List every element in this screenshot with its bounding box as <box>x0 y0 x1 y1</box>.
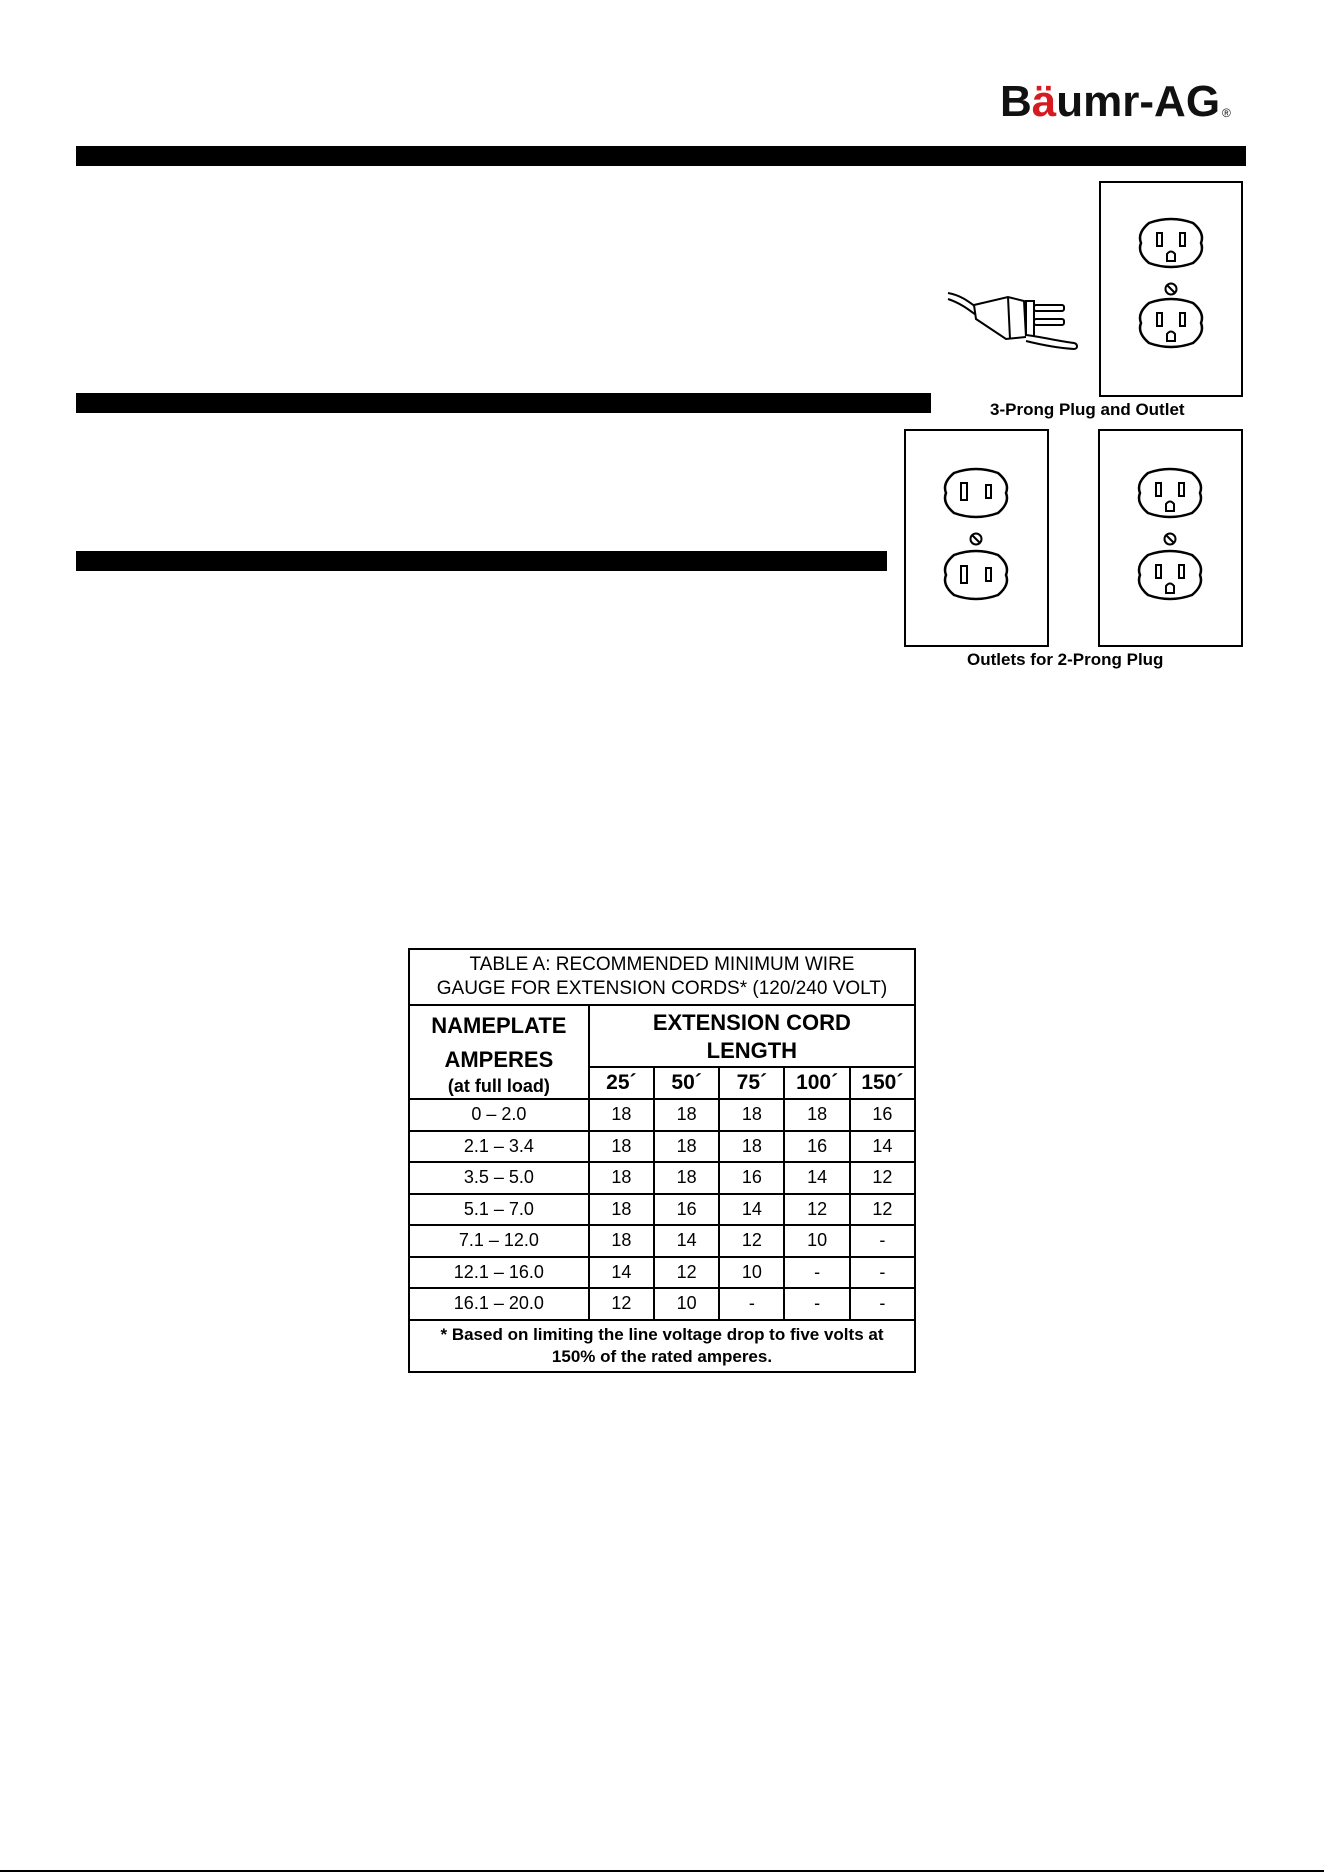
logo-accent-letter: ä <box>1031 77 1057 126</box>
table-footnote <box>409 1320 915 1372</box>
table-header-row <box>409 1005 915 1067</box>
table-row <box>409 1162 915 1194</box>
gauge-cell: - <box>719 1288 784 1320</box>
brand-logo <box>1000 76 1256 128</box>
amperes-cell: 2.1 – 3.4 <box>409 1131 589 1163</box>
gauge-cell: - <box>850 1257 915 1289</box>
gauge-cell: 10 <box>719 1257 784 1289</box>
extension-header-line-2: LENGTH <box>706 1038 798 1063</box>
gauge-cell: 14 <box>850 1131 915 1163</box>
gauge-cell: 16 <box>654 1194 719 1226</box>
table-row <box>409 1099 915 1131</box>
two-prong-outlet-plate <box>904 429 1049 647</box>
gauge-cell: - <box>784 1257 849 1289</box>
logo-letter-b: B <box>1000 77 1032 126</box>
table-row <box>409 1257 915 1289</box>
gauge-cell: 14 <box>589 1257 654 1289</box>
gauge-cell: 18 <box>719 1131 784 1163</box>
nameplate-header-line-3: (at full load) <box>447 1076 550 1096</box>
table-title-row <box>409 949 915 1005</box>
section-bar-middle <box>76 393 931 413</box>
nameplate-header-line-2: AMPERES <box>444 1047 554 1072</box>
table-row <box>409 1288 915 1320</box>
table-row <box>409 1194 915 1226</box>
amperes-cell: 0 – 2.0 <box>409 1099 589 1131</box>
gauge-cell: 12 <box>850 1162 915 1194</box>
section-bar-top <box>76 146 1246 166</box>
amperes-cell: 16.1 – 20.0 <box>409 1288 589 1320</box>
gauge-cell: 18 <box>719 1099 784 1131</box>
gauge-cell: - <box>850 1288 915 1320</box>
amperes-cell: 3.5 – 5.0 <box>409 1162 589 1194</box>
gauge-cell: 14 <box>654 1225 719 1257</box>
gauge-cell: 10 <box>654 1288 719 1320</box>
gauge-cell: 18 <box>589 1162 654 1194</box>
length-header: 150´ <box>850 1067 915 1099</box>
amperes-cell: 12.1 – 16.0 <box>409 1257 589 1289</box>
gauge-cell: 10 <box>784 1225 849 1257</box>
gauge-cell: 16 <box>784 1131 849 1163</box>
footnote-line-2: 150% of the rated amperes. <box>551 1346 773 1366</box>
gauge-cell: 18 <box>654 1099 719 1131</box>
gauge-cell: - <box>850 1225 915 1257</box>
extension-cord-length-header <box>589 1005 915 1067</box>
gauge-cell: 18 <box>589 1194 654 1226</box>
gauge-cell: 12 <box>719 1225 784 1257</box>
wire-gauge-table <box>408 948 916 1373</box>
registered-mark: ® <box>1222 106 1231 120</box>
table-title-line-2: GAUGE FOR EXTENSION CORDS* (120/240 VOLT) <box>436 978 888 999</box>
table-row <box>409 1131 915 1163</box>
extension-header-line-1: EXTENSION CORD <box>652 1010 851 1035</box>
length-header: 100´ <box>784 1067 849 1099</box>
three-prong-outlet-icon <box>1101 183 1241 395</box>
gauge-cell: 18 <box>654 1162 719 1194</box>
two-prong-caption: Outlets for 2-Prong Plug <box>967 650 1164 669</box>
two-prong-outlet-icon <box>906 431 1047 645</box>
gauge-cell: 16 <box>850 1099 915 1131</box>
nameplate-header-line-1: NAMEPLATE <box>431 1013 567 1038</box>
gauge-cell: 14 <box>719 1194 784 1226</box>
logo-text <box>1000 76 1220 128</box>
gauge-cell: 14 <box>784 1162 849 1194</box>
amperes-cell: 7.1 – 12.0 <box>409 1225 589 1257</box>
section-bar-lower <box>76 551 887 571</box>
logo-text-rest: umr-AG <box>1056 77 1221 126</box>
gauge-cell: 18 <box>654 1131 719 1163</box>
amperes-cell: 5.1 – 7.0 <box>409 1194 589 1226</box>
grounded-outlet-icon <box>1100 431 1241 645</box>
three-prong-plug-icon <box>946 285 1082 357</box>
table-title <box>409 949 915 1005</box>
gauge-cell: 18 <box>589 1099 654 1131</box>
gauge-cell: 12 <box>654 1257 719 1289</box>
gauge-cell: - <box>784 1288 849 1320</box>
table-row <box>409 1225 915 1257</box>
gauge-cell: 18 <box>589 1225 654 1257</box>
gauge-cell: 12 <box>589 1288 654 1320</box>
length-header: 50´ <box>654 1067 719 1099</box>
nameplate-amperes-header <box>409 1005 589 1099</box>
three-prong-outlet-plate <box>1099 181 1243 397</box>
gauge-cell: 18 <box>784 1099 849 1131</box>
gauge-cell: 16 <box>719 1162 784 1194</box>
length-header: 75´ <box>719 1067 784 1099</box>
length-header: 25´ <box>589 1067 654 1099</box>
table-footnote-row <box>409 1320 915 1372</box>
footnote-line-1: * Based on limiting the line voltage drop to five volts at <box>440 1324 884 1344</box>
gauge-cell: 12 <box>850 1194 915 1226</box>
table-title-line-1: TABLE A: RECOMMENDED MINIMUM WIRE <box>469 954 855 975</box>
grounded-outlet-plate <box>1098 429 1243 647</box>
gauge-cell: 18 <box>589 1131 654 1163</box>
three-prong-caption: 3-Prong Plug and Outlet <box>990 400 1185 419</box>
gauge-cell: 12 <box>784 1194 849 1226</box>
